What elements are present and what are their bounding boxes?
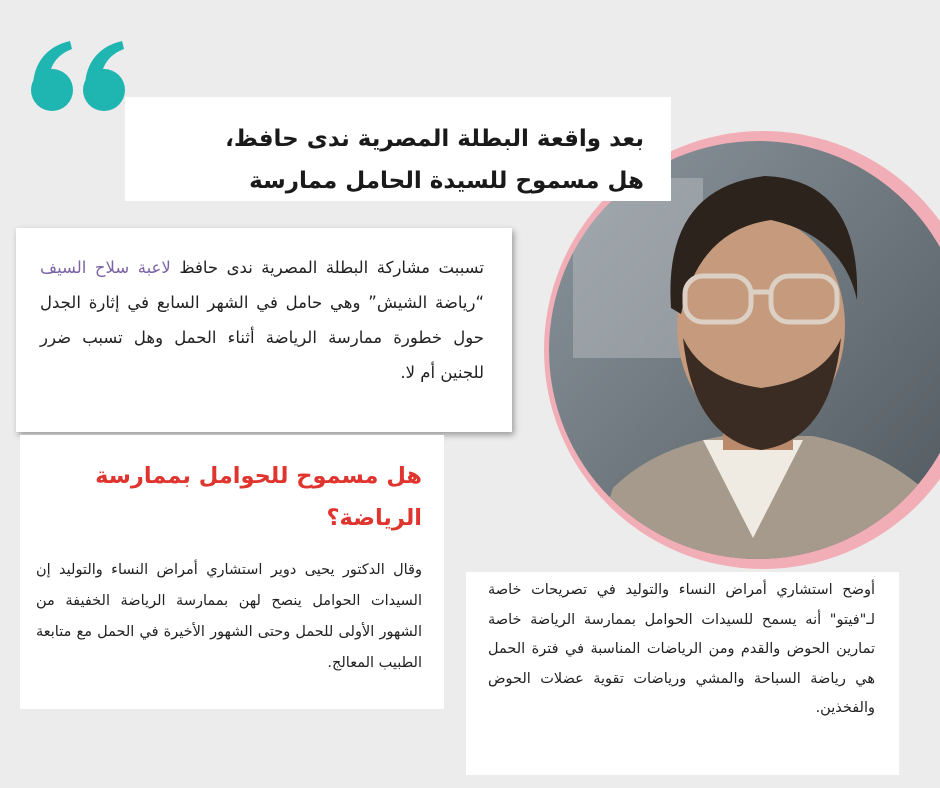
headline-line-2: هل مسموح للسيدة الحامل ممارسة	[249, 168, 644, 194]
intro-text-end: “رياضة الشيش” وهي حامل في الشهر السابع في إثارة الجدل حول خطورة ممارسة الرياضة أثناء الحمل وهل تسبب ضرر للجنين أم لا.	[40, 293, 484, 382]
double-quote-icon	[30, 38, 128, 114]
faq-answer: وقال الدكتور يحيى دوير استشاري أمراض النساء والتوليد إن السيدات الحوامل ينصح لهن بممارسة الرياضة الخفيفة من الشهور الأولى للحمل وحتى الشهور الأخيرة في الحمل مع متابعة الطبيب المعالج.	[36, 562, 422, 671]
faq-card	[20, 435, 444, 709]
consultant-statement-text: أوضح استشاري أمراض النساء والتوليد في تصريحات خاصة لـ"فيتو" أنه يسمح للسيدات الحوامل بممارسة الرياضة خاصة تمارين الحوض والقدم ومن الرياضات المناسبة في فترة الحمل هي رياضة السباحة والمشي ورياضات تقوية عضلات الحوض والفخذين.	[488, 582, 875, 716]
headline-box	[125, 97, 671, 201]
faq-heading: هل مسموح للحوامل بممارسة الرياضة؟	[95, 463, 422, 531]
intro-card	[16, 228, 512, 432]
headline-line-1: بعد واقعة البطلة المصرية ندى حافظ،	[225, 126, 644, 152]
athlete-link[interactable]: لاعبة سلاح السيف	[40, 258, 171, 277]
intro-text-start: تسببت مشاركة البطلة المصرية ندى حافظ	[170, 258, 484, 277]
consultant-statement-card	[466, 572, 899, 775]
